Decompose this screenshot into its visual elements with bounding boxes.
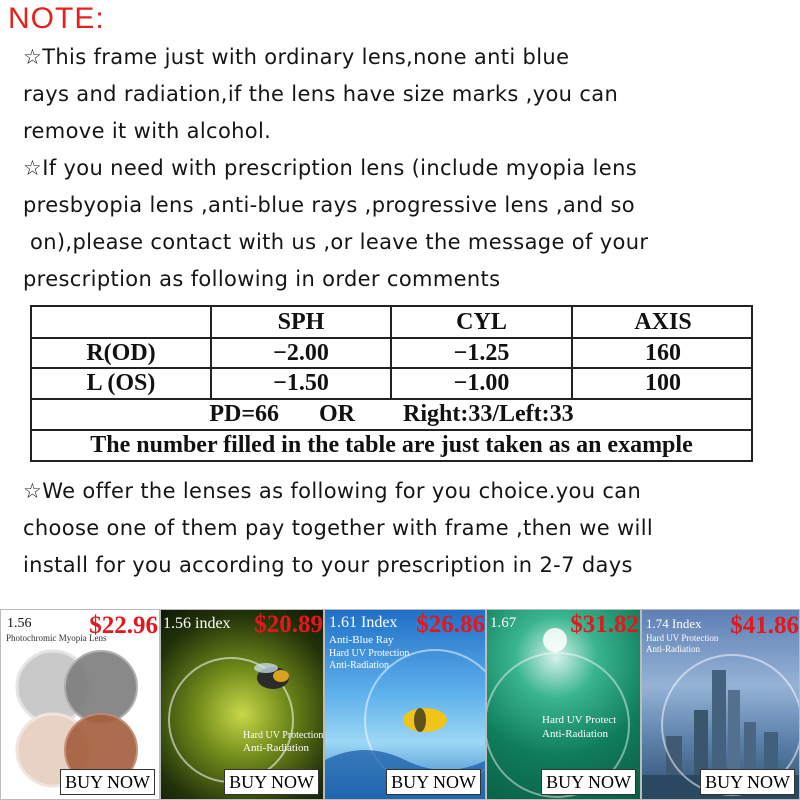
product-price: $22.96	[89, 612, 158, 639]
pd-or: OR	[319, 401, 356, 427]
table-header-axis: AXIS	[634, 308, 692, 335]
paragraph-line: ☆This frame just with ordinary lens,none anti blue	[23, 45, 570, 69]
pd-line	[32, 400, 751, 429]
table-cell-cyl: −1.25	[392, 339, 573, 367]
product-card-1-56-index[interactable]	[160, 609, 324, 800]
product-subtitle: Photochromic Myopia Lens	[6, 633, 107, 643]
product-feature-radiation: Anti-Radiation	[243, 742, 309, 754]
pd-value: PD=66	[209, 401, 280, 427]
product-price: $26.86	[416, 611, 485, 638]
lens-product-strip	[0, 609, 800, 800]
product-card-1-67[interactable]	[486, 609, 641, 800]
paragraph-line: presbyopia lens ,anti-blue rays ,progressive lens ,and so	[23, 193, 635, 217]
product-feature-uv: Hard UV Protection	[329, 648, 410, 659]
table-row	[32, 339, 751, 369]
pd-split: Right:33/Left:33	[403, 401, 574, 427]
table-row-label: R(OD)	[32, 339, 212, 367]
table-footnote: The number filled in the table are just taken as an example	[90, 432, 693, 458]
star-icon: ☆	[23, 45, 43, 69]
paragraph-line: choose one of them pay together with frame ,then we will	[23, 516, 654, 540]
product-feature-radiation: Anti-Radiation	[329, 660, 389, 671]
product-index: 1.67	[490, 615, 517, 631]
paragraph-line: install for you according to your prescription in 2-7 days	[23, 553, 633, 577]
table-cell-sph: −1.50	[212, 369, 392, 398]
star-icon: ☆	[23, 479, 43, 503]
product-card-1-56-photochromic[interactable]	[0, 609, 160, 800]
note-title: NOTE:	[8, 2, 105, 35]
product-price: $41.86	[730, 612, 799, 639]
product-feature-radiation: Anti-Radiation	[542, 728, 608, 740]
product-card-1-74-index[interactable]	[641, 609, 800, 800]
table-footnote-row	[32, 431, 751, 460]
product-feature-uv: Hard UV Protection	[646, 633, 719, 643]
table-row-label: L (OS)	[32, 369, 212, 398]
product-price: $31.82	[570, 611, 639, 638]
buy-now-button[interactable]: BUY NOW	[386, 769, 481, 795]
table-header-sph: SPH	[212, 307, 392, 337]
product-price: $20.89	[254, 611, 323, 638]
star-icon: ☆	[23, 156, 43, 180]
table-header-cell	[32, 307, 212, 337]
product-subtitle: Anti-Blue Ray	[329, 634, 394, 646]
product-feature-uv: Hard UV Protect	[542, 714, 617, 726]
table-cell-axis: 100	[645, 370, 681, 396]
product-index: 1.56 index	[163, 615, 231, 632]
paragraph-line: prescription as following in order comments	[23, 267, 501, 291]
table-header-row	[32, 307, 751, 339]
paragraph-line: remove it with alcohol.	[23, 119, 272, 143]
buy-now-button[interactable]: BUY NOW	[224, 769, 319, 795]
table-cell-cyl: −1.00	[392, 369, 573, 398]
paragraph-line: rays and radiation,if the lens have size marks ,you can	[23, 82, 619, 106]
table-cell-sph: −2.00	[212, 339, 392, 367]
product-card-1-61-index[interactable]	[324, 609, 486, 800]
table-header-cyl: CYL	[392, 307, 573, 337]
paragraph-line: ☆If you need with prescription lens (include myopia lens	[23, 156, 638, 180]
paragraph-line: ☆We offer the lenses as following for you choice.you can	[23, 479, 642, 503]
product-feature-uv: Hard UV Protection	[243, 730, 324, 741]
product-index: 1.61 Index	[329, 614, 398, 631]
product-index: 1.56	[7, 616, 32, 631]
product-index: 1.74 Index	[646, 616, 702, 631]
paragraph-line: on),please contact with us ,or leave the message of your	[23, 230, 649, 254]
note-paragraph-frame-lens	[23, 39, 783, 150]
buy-now-button[interactable]: BUY NOW	[541, 769, 636, 795]
prescription-table	[30, 305, 753, 462]
table-pd-row	[32, 400, 751, 431]
product-feature-radiation: Anti-Radiation	[646, 644, 700, 654]
note-paragraph-lens-offer	[23, 473, 783, 584]
table-cell-axis: 160	[645, 339, 681, 366]
table-row	[32, 369, 751, 400]
buy-now-button[interactable]: BUY NOW	[60, 769, 155, 795]
buy-now-button[interactable]: BUY NOW	[700, 769, 795, 795]
note-paragraph-prescription	[23, 150, 783, 298]
